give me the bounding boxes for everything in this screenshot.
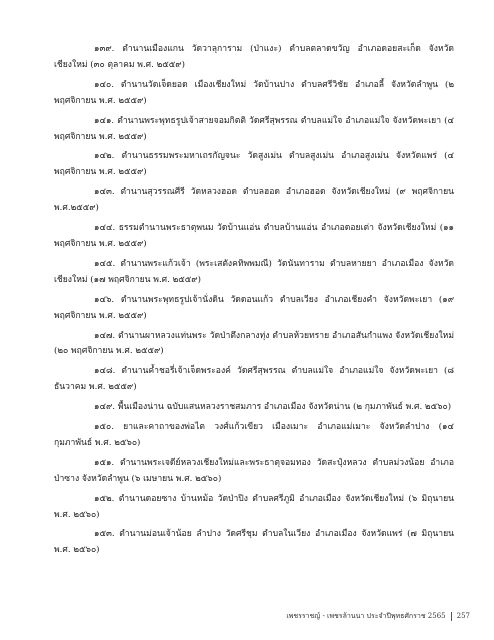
list-item: ๑๔๔. ธรรมตำนานพระธาตุพนม วัดบ้านแอ่น ตำบลบ้านแอ่น อำเภอดอยเต่า จังหวัดเชียงใหม่ (๑๑ พฤศจิกายน พ.ศ. ๒๕๕๙) [54,223,454,249]
list-item: ๑๔๐. ตำนานวัดเจ็ดยอด เมืองเชียงใหม่ วัดบ้านปาง ตำบลศรีวิชัย อำเภอลี้ จังหวัดลำพูน (๒ พฤศจิกายน พ.ศ. ๒๕๕๙) [54,79,454,106]
page-footer [0,611,470,622]
list-item: ๑๔๘. ตำนานค้ำชอรี่เจ้าเจ็ดพระองค์ วัดศรีสุพรรณ ตำบลแม่ใจ อำเภอแม่ใจ จังหวัดพะเยา (๘ ธันวาคม พ.ศ. ๒๕๕๙) [54,366,454,393]
list-item: ๑๔๒. ตำนานธรรมพระมหาเถรกัญจนะ วัดสูงเม่น ตำบลสูงเม่น อำเภอสูงเม่น จังหวัดแพร่ (๔ พฤศจิกายน พ.ศ. ๒๕๕๙) [54,151,454,178]
list-item: ๑๔๑. ตำนานพระพุทธรูปเจ้าสายจอมกิตติ วัดศรีสุพรรณ ตำบลแม่ใจ อำเภอแม่ใจ จังหวัดพะเยา (๔ พฤศจิกายน พ.ศ. ๒๕๕๙) [54,115,454,142]
footer-divider [451,612,452,621]
list-item: ๑๔๙. พื้นเมืองน่าน ฉบับแสนหลวงราชสมภาร อำเภอเมือง จังหวัดน่าน (๒ กุมภาพันธ์ พ.ศ. ๒๕๖๐) [94,402,452,413]
publication-title: เพชรราชญ์ - เพชรล้านนา ประจำปีพุทธศักราช 2565 [286,612,446,620]
list-item: ๑๔๗. ตำนานผาหลวงแท่นพระ วัดป่าตึงกลางทุ่ง ตำบลห้วยทราย อำเภอสันกำแพง จังหวัดเชียงใหม่ (๒๐ พฤศจิกายน พ.ศ. ๒๕๕๙) [54,330,454,357]
list-item: ๑๕๑. ตำนานพระเจดีย์หลวงเชียงใหม่และพระธาตุจอมทอง วัดสะปุ๋งหลวง ตำบลม่วงน้อย อำเภอป่าซาง จังหวัดลำพูน (๖ เมษายน พ.ศ. ๒๕๖๐) [54,457,454,484]
list-item: ๑๕๐. ยาและคาถาของพ่อไต วงศ์แก้วเขียว เมืองเมาะ อำเภอแม่เมาะ จังหวัดลำปาง (๑๔ กุมภาพันธ์ พ.ศ. ๒๕๖๐) [54,422,454,448]
list-item: ๑๔๖. ตำนานพระพุทธรูปเจ้านั่งดิน วัดดอนแก้ว ตำบลเวียง อำเภอเชียงคำ จังหวัดพะเยา (๑๙ พฤศจิกายน พ.ศ. ๒๕๕๙) [54,294,454,321]
page-number: 257 [456,612,470,620]
list-item: ๑๔๕. ตำนานพระแก้วเจ้า (พระเสตังคทิพพมณี) วัดนันทาราม ตำบลหายยา อำเภอเมือง จังหวัดเชียงใหม่ (๑๗ พฤศจิกายน พ.ศ. ๒๕๕๙) [54,258,454,285]
list-item: ๑๓๙. ตำนานเมืองแกน วัดวาลุการาม (ป่าแงะ) ตำบลตลาดขวัญ อำเภอดอยสะเก็ด จังหวัดเชียงใหม่ (๓๐ ตุลาคม พ.ศ. ๒๕๕๙) [54,44,454,70]
entry-list [54,42,454,563]
list-item: ๑๕๓. ตำนานม่อนเจ้าน้อย ลำปาง วัดศรีชุม ตำบลในเวียง อำเภอเมือง จังหวัดแพร่ (๗ มิถุนายน พ.ศ. ๒๕๖๐) [54,529,454,556]
list-item: ๑๕๒. ตำนานดอยซาง บ้านหม้อ วัดป่าปิง ตำบลศรีภูมิ อำเภอเมือง จังหวัดเชียงใหม่ (๖ มิถุนายน พ.ศ. ๒๕๖๐) [54,493,454,520]
list-item: ๑๔๓. ตำนานสุวรรณศีรี วัดหลวงฮอด ตำบลฮอด อำเภอฮอด จังหวัดเชียงใหม่ (๙ พฤศจิกายน พ.ศ.๒๕๕๙) [54,187,454,214]
